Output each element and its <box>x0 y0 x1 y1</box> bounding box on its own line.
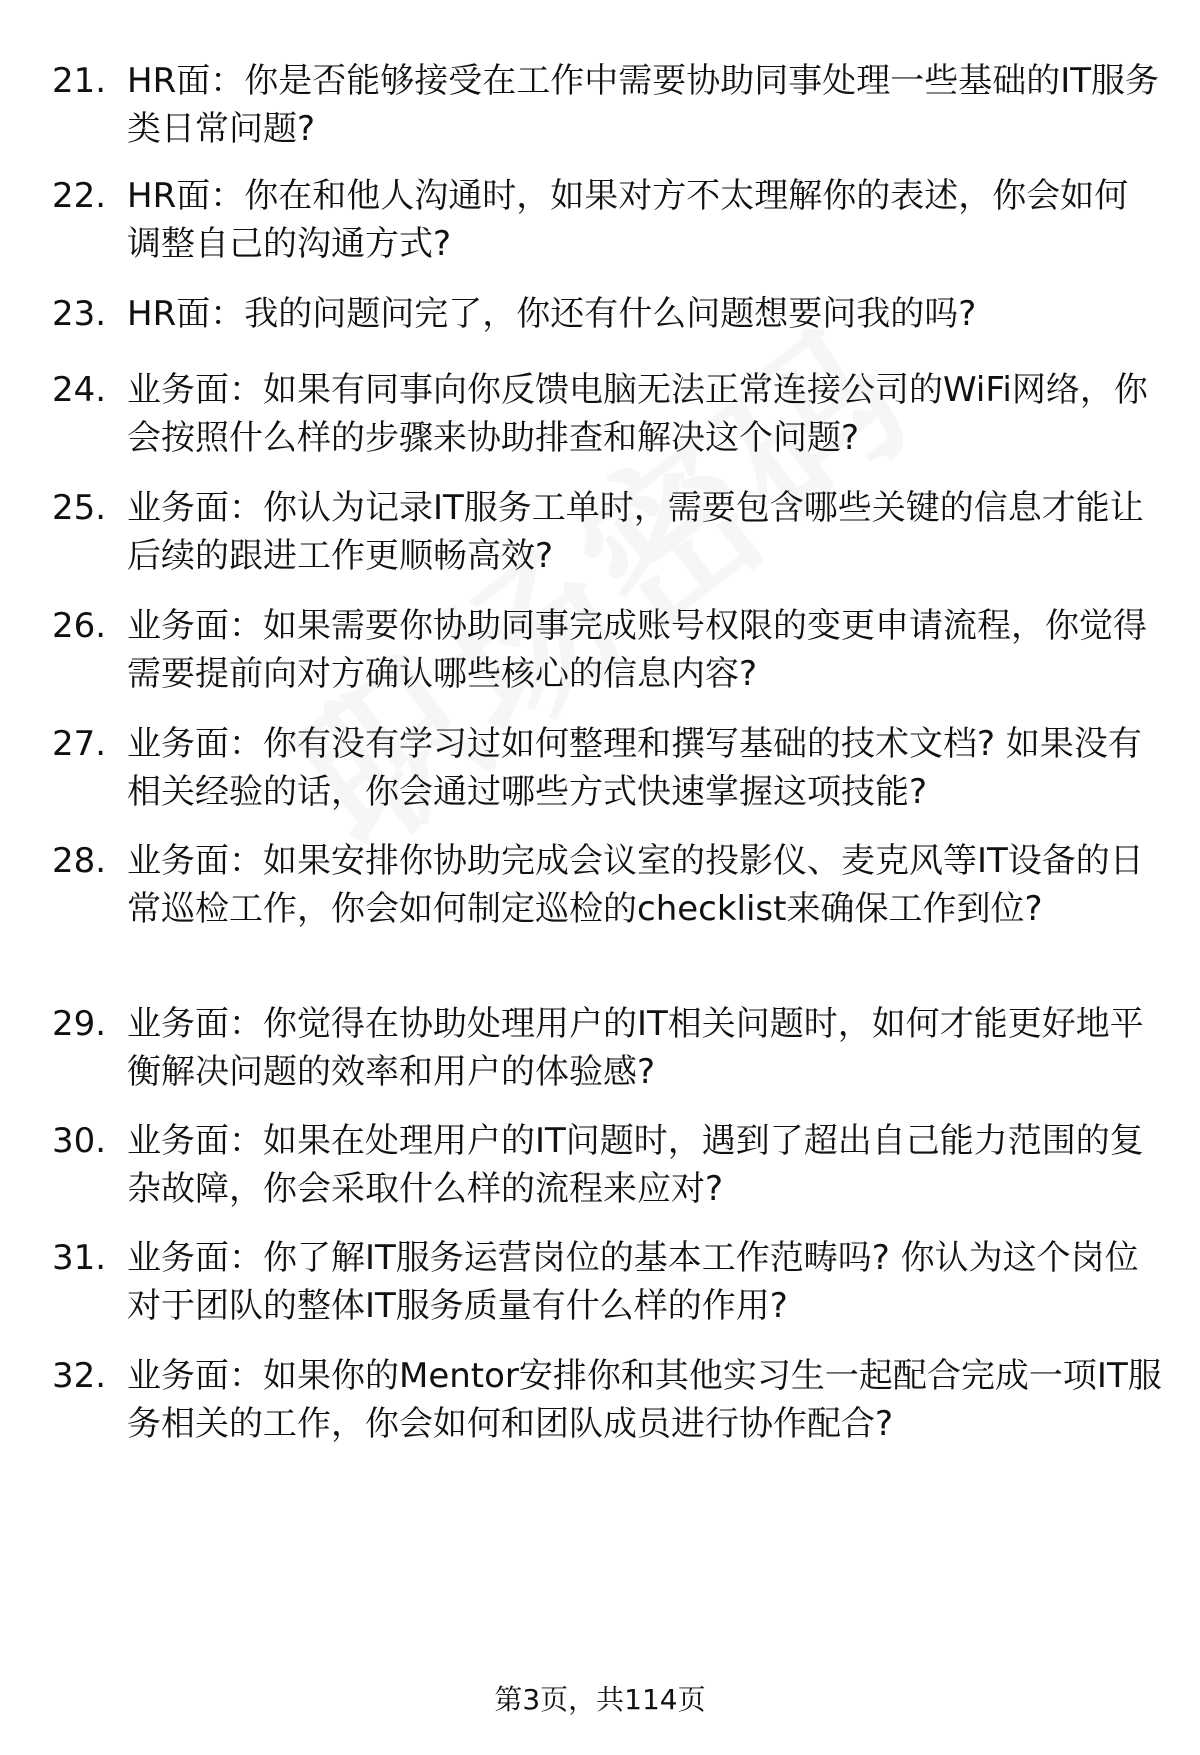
question-text: 业务面：你有没有学习过如何整理和撰写基础的技术文档? 如果没有相关经验的话，你会通过哪些方式快速掌握这项技能? <box>127 724 1142 812</box>
question-number: 23. <box>52 294 107 334</box>
question-text: 业务面：你了解IT服务运营岗位的基本工作范畴吗? 你认为这个岗位对于团队的整体IT服务质量有什么样的作用? <box>127 1238 1139 1326</box>
question-number: 30. <box>52 1121 107 1161</box>
question-item-31 <box>52 1234 1162 1330</box>
question-number: 27. <box>52 724 107 764</box>
question-number: 24. <box>52 370 107 410</box>
question-number: 32. <box>52 1356 107 1396</box>
question-number: 31. <box>52 1238 107 1278</box>
question-number: 22. <box>52 176 107 216</box>
question-text: 业务面：如果有同事向你反馈电脑无法正常连接公司的WiFi网络，你会按照什么样的步骤来协助排查和解决这个问题? <box>127 370 1148 458</box>
question-item-29 <box>52 1000 1162 1096</box>
question-item-30 <box>52 1117 1162 1213</box>
question-item-25 <box>52 484 1162 580</box>
question-number: 28. <box>52 841 107 881</box>
question-item-21 <box>52 57 1162 153</box>
question-number: 25. <box>52 488 107 528</box>
question-item-27 <box>52 720 1162 816</box>
question-number: 21. <box>52 61 107 101</box>
question-text: 业务面：如果需要你协助同事完成账号权限的变更申请流程，你觉得需要提前向对方确认哪些核心的信息内容? <box>127 606 1147 694</box>
question-text: 业务面：你认为记录IT服务工单时，需要包含哪些关键的信息才能让后续的跟进工作更顺畅高效? <box>127 488 1144 576</box>
question-item-26 <box>52 602 1162 698</box>
question-text: 业务面：如果在处理用户的IT问题时，遇到了超出自己能力范围的复杂故障，你会采取什么样的流程来应对? <box>127 1121 1144 1209</box>
question-text: HR面：你在和他人沟通时，如果对方不太理解你的表述，你会如何调整自己的沟通方式? <box>127 176 1129 264</box>
question-text: 业务面：如果安排你协助完成会议室的投影仪、麦克风等IT设备的日常巡检工作，你会如何制定巡检的checklist来确保工作到位? <box>127 841 1144 929</box>
question-item-32 <box>52 1352 1162 1448</box>
question-number: 29. <box>52 1004 107 1044</box>
question-item-28 <box>52 837 1162 933</box>
question-item-23 <box>52 290 1162 338</box>
question-item-24 <box>52 366 1162 462</box>
question-item-22 <box>52 172 1162 268</box>
question-text: 业务面：你觉得在协助处理用户的IT相关问题时，如何才能更好地平衡解决问题的效率和用户的体验感? <box>127 1004 1144 1092</box>
question-text: HR面：我的问题问完了，你还有什么问题想要问我的吗? <box>127 294 977 334</box>
question-text: 业务面：如果你的Mentor安排你和其他实习生一起配合完成一项IT服务相关的工作，你会如何和团队成员进行协作配合? <box>127 1356 1162 1444</box>
question-number: 26. <box>52 606 107 646</box>
page-number: 第3页，共114页 <box>494 1683 706 1716</box>
question-text: HR面：你是否能够接受在工作中需要协助同事处理一些基础的IT服务类日常问题? <box>127 61 1159 149</box>
